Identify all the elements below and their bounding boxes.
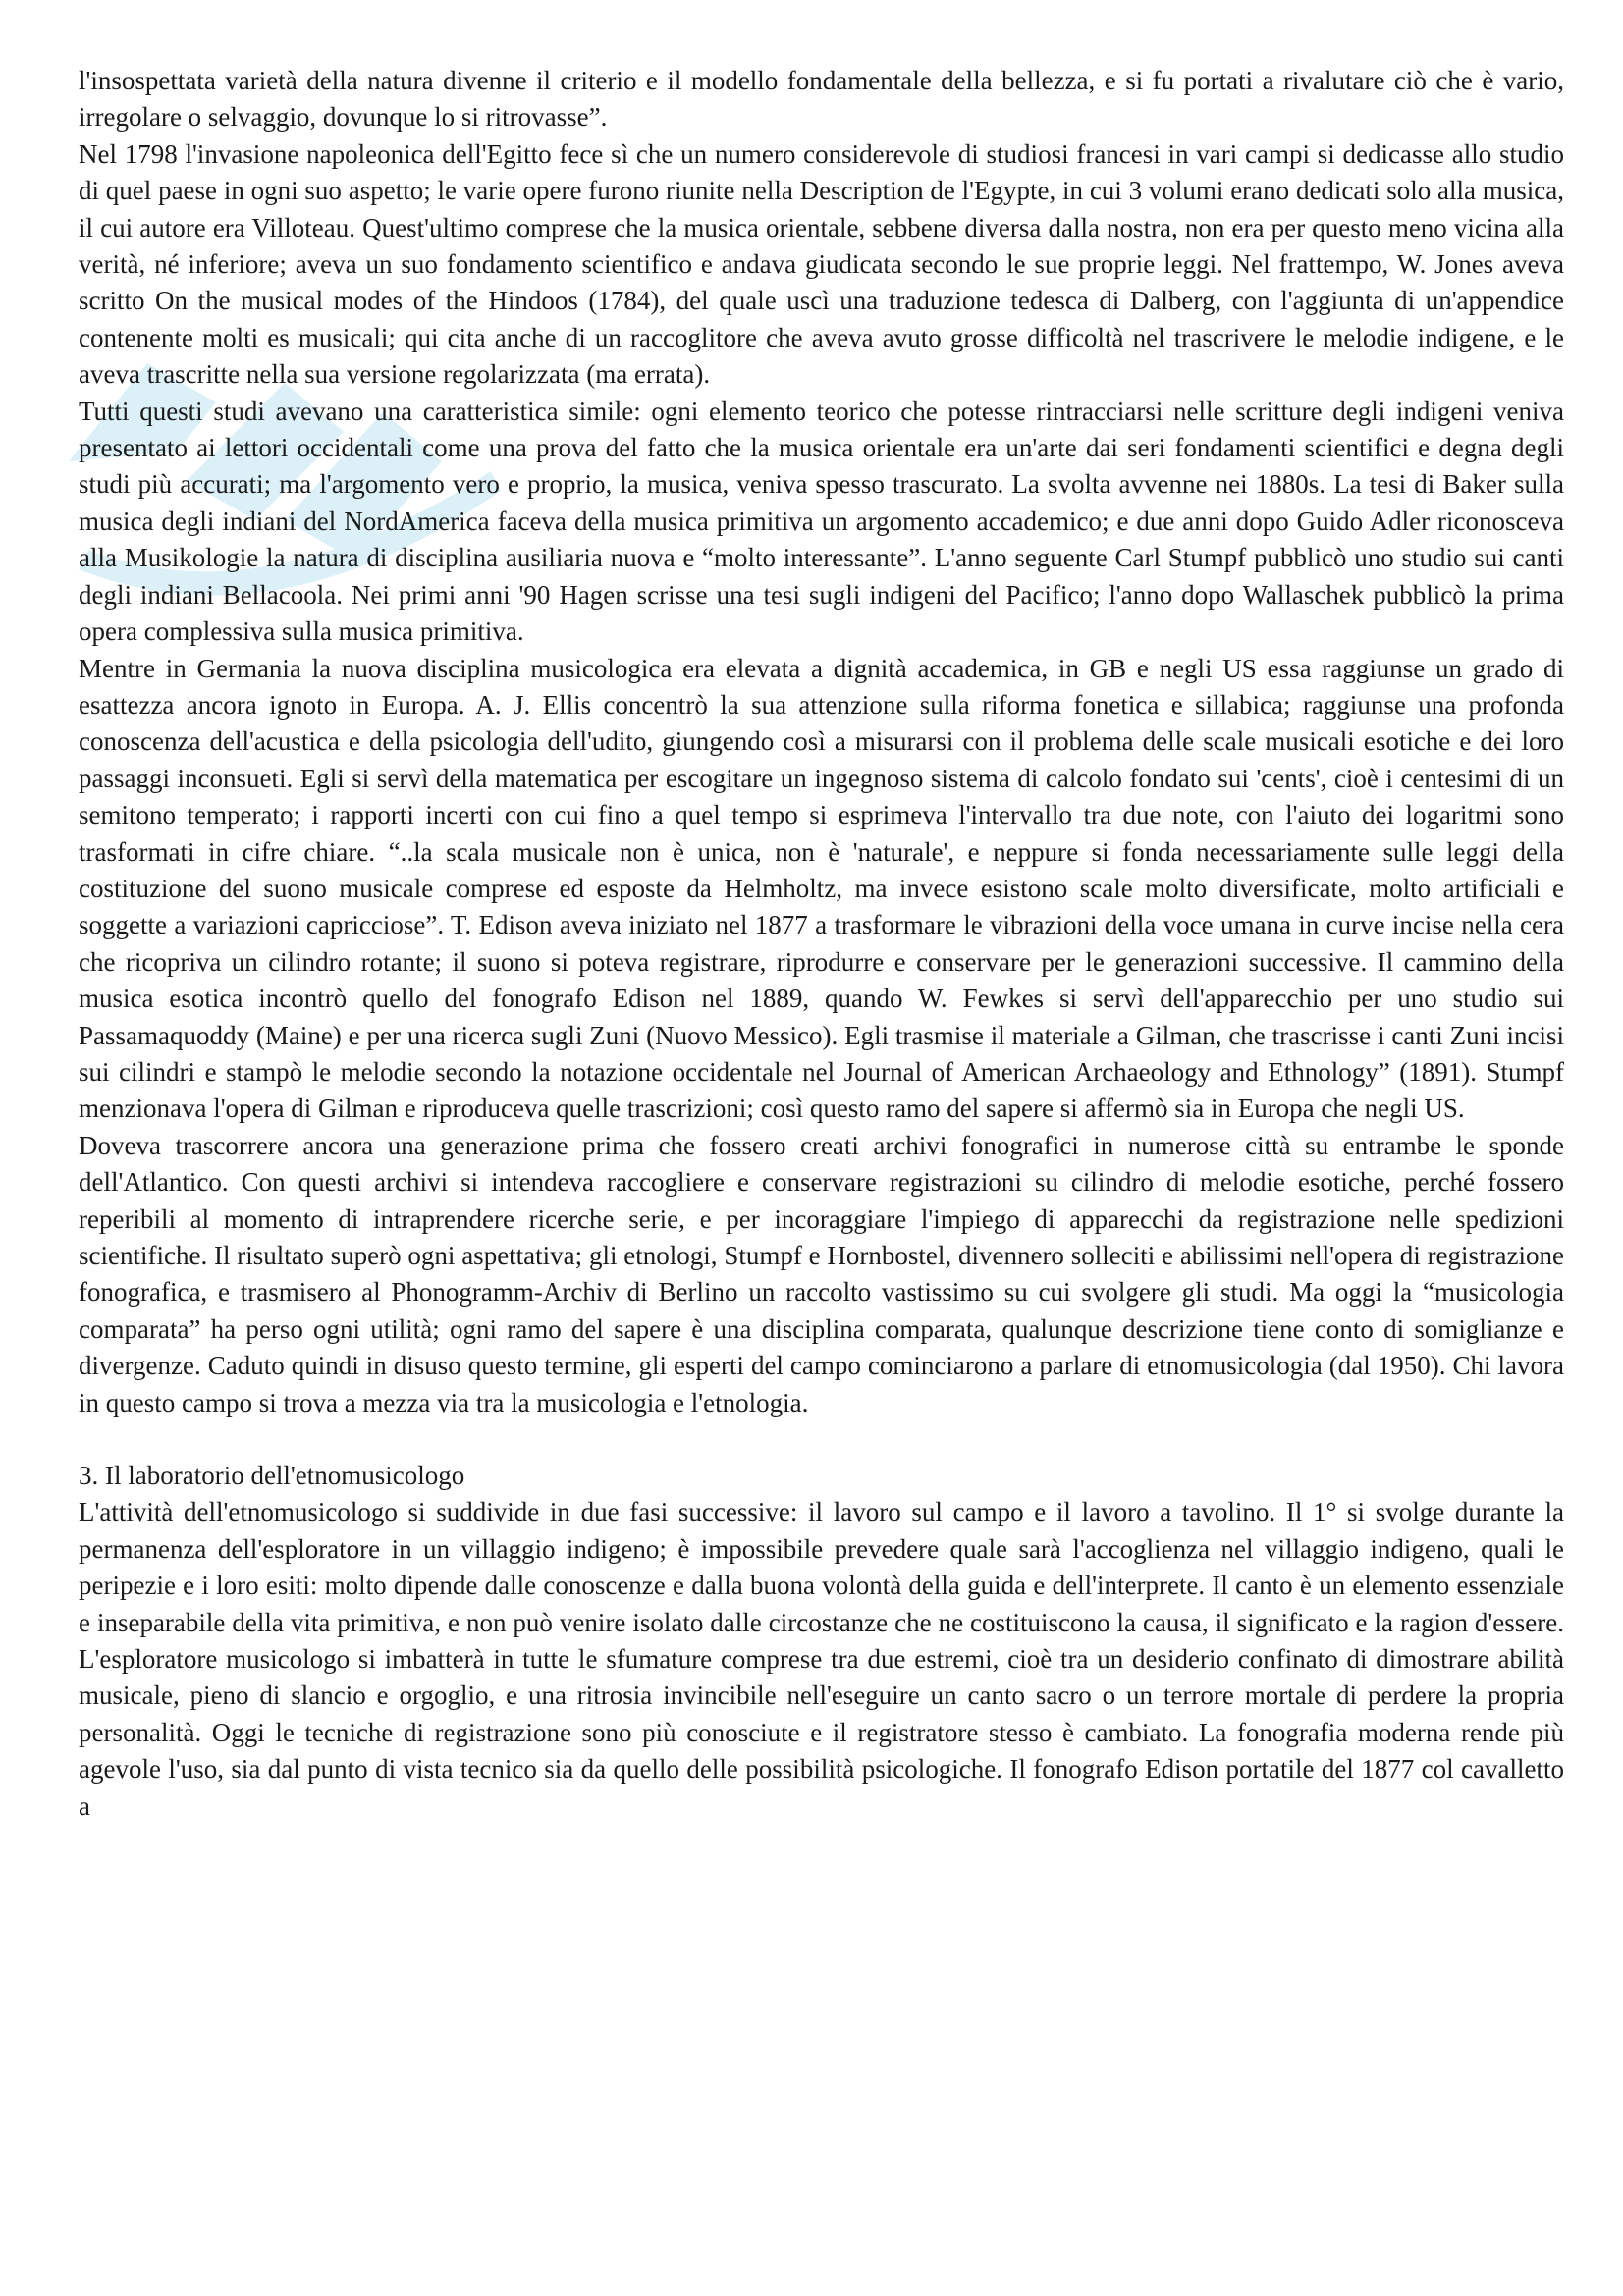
paragraph-3: Tutti questi studi avevano una caratteristica simile: ogni elemento teorico che potesse rintracciarsi nelle scritture degli indigeni veniva presentato ai lettori occidentali come una prova del fatto che la musica orientale era un'arte dai seri fondamenti scientifici e degna degli studi più accurati; ma l'argomento vero e proprio, la musica, veniva spesso trascurato. La svolta avvenne nei 1880s. La tesi di Baker sulla musica degli indiani del NordAmerica faceva della musica primitiva un argomento accademico; e due anni dopo Guido Adler riconosceva alla Musikologie la natura di disciplina ausiliaria nuova e “molto interessante”. L'anno seguente Carl Stumpf pubblicò uno studio sui canti degli indiani Bellacoola. Nei primi anni '90 Hagen scrisse una tesi sugli indigeni del Pacifico; l'anno dopo Wallaschek pubblicò la prima opera complessiva sulla musica primitiva.: [79, 396, 1564, 647]
paragraph-5: Doveva trascorrere ancora una generazione prima che fossero creati archivi fonografici in numerose città su entrambe le sponde dell'Atlantico. Con questi archivi si intendeva raccogliere e conservare registrazioni su cilindro di melodie esotiche, perché fossero reperibili al momento di intraprendere ricerche serie, e per incoraggiare l'impiego di apparecchi da registrazione nelle spedizioni scientifiche. Il risultato superò ogni aspettativa; gli etnologi, Stumpf e Hornbostel, divennero solleciti e abilissimi nell'opera di registrazione fonografica, e trasmisero al Phonogramm-Archiv di Berlino un raccolto vastissimo su cui svolgere gli studi. Ma oggi la “musicologia comparata” ha perso ogni utilità; ogni ramo del sapere è una disciplina comparata, qualunque descrizione tiene conto di somiglianze e divergenze. Caduto quindi in disuso questo termine, gli esperti del campo cominciarono a parlare di etnomusicologia (dal 1950). Chi lavora in questo campo si trova a mezza via tra la musicologia e l'etnologia.: [79, 1130, 1564, 1417]
paragraph-2: Nel 1798 l'invasione napoleonica dell'Egitto fece sì che un numero considerevole di studiosi francesi in vari campi si dedicasse allo studio di quel paese in ogni suo aspetto; le varie opere furono riunite nella Description de l'Egypte, in cui 3 volumi erano dedicati solo alla musica, il cui autore era Villoteau. Quest'ultimo comprese che la musica orientale, sebbene diversa dalla nostra, non era per questo meno vicina alla verità, né inferiore; aveva un suo fondamento scientifico e andava giudicata secondo le sue proprie leggi. Nel frattempo, W. Jones aveva scritto On the musical modes of the Hindoos (1784), del quale uscì una traduzione tedesca di Dalberg, con l'aggiunta di un'appendice contenente molti es musicali; qui cita anche di un raccoglitore che aveva avuto grosse difficoltà nel trascrivere le melodie indigene, e le aveva trascritte nella sua versione regolarizzata (ma errata).: [79, 138, 1564, 390]
paragraph-4: Mentre in Germania la nuova disciplina musicologica era elevata a dignità accademica, in GB e negli US essa raggiunse un grado di esattezza ancora ignoto in Europa. A. J. Ellis concentrò la sua attenzione sulla riforma fonetica e sillabica; raggiunse una profonda conoscenza dell'acustica e della psicologia dell'udito, giungendo così a misurarsi con il problema delle scale musicali esotiche e dei loro passaggi inconsueti. Egli si servì della matematica per escogitare un ingegnoso sistema di calcolo fondato sui 'cents', cioè i centesimi di un semitono temperato; i rapporti incerti con cui fino a quel tempo si esprimeva l'intervallo tra due note, con l'aiuto dei logaritmi sono trasformati in cifre chiare. “..la scala musicale non è unica, non è 'naturale', e neppure si fonda necessariamente sulle leggi della costituzione del suono musicale comprese ed esposte da Helmholtz, ma invece esistono scale molto diversificate, molto artificiali e soggette a variazioni capricciose”. T. Edison aveva iniziato nel 1877 a trasformare le vibrazioni della voce umana in curve incise nella cera che ricopriva un cilindro rotante; il suono si poteva registrare, riprodurre e conservare per le generazioni successive. Il cammino della musica esotica incontrò quello del fonografo Edison nel 1889, quando W. Fewkes si servì dell'apparecchio per uno studio sui Passamaquoddy (Maine) e per una ricerca sugli Zuni (Nuovo Messico). Egli trasmise il materiale a Gilman, che trascrisse i canti Zuni incisi sui cilindri e stampò le melodie secondo la notazione occidentale nel Journal of American Archaeology and Ethnology” (1891). Stumpf menzionava l'opera di Gilman e riproduceva quelle trascrizioni; così questo ramo del sapere si affermò sia in Europa che negli US.: [79, 653, 1564, 1124]
document-body: [79, 63, 1564, 1825]
paragraph-1: l'insospettata varietà della natura divenne il criterio e il modello fondamentale della bellezza, e si fu portati a rivalutare ciò che è vario, irregolare o selvaggio, dovunque lo si ritrovasse”.: [79, 66, 1564, 133]
section-paragraph: L'attività dell'etnomusicologo si suddivide in due fasi successive: il lavoro sul campo e il lavoro a tavolino. Il 1° si svolge durante la permanenza dell'esploratore in un villaggio indigeno; è impossibile prevedere quale sarà l'accoglienza nel villaggio indigeno, quali le peripezie e i loro esiti: molto dipende dalle conoscenze e dalla buona volontà della guida e dell'interprete. Il canto è un elemento essenziale e inseparabile della vita primitiva, e non può venire isolato dalle circostanze che ne costituiscono la causa, il significato e la ragion d'essere. L'esploratore musicologo si imbatterà in tutte le sfumature comprese tra due estremi, cioè tra un desiderio confinato di dimostrare abilità musicale, pieno di slancio e orgoglio, e una ritrosia invincibile nell'eseguire un canto sacro o un terrore mortale di perdere la propria personalità. Oggi le tecniche di registrazione sono più conosciute e il registratore stesso è cambiato. La fonografia moderna rende più agevole l'uso, sia dal punto di vista tecnico sia da quello delle possibilità psicologiche. Il fonografo Edison portatile del 1877 col cavalletto a: [79, 1497, 1564, 1821]
section-heading: 3. Il laboratorio dell'etnomusicologo: [79, 1461, 465, 1491]
